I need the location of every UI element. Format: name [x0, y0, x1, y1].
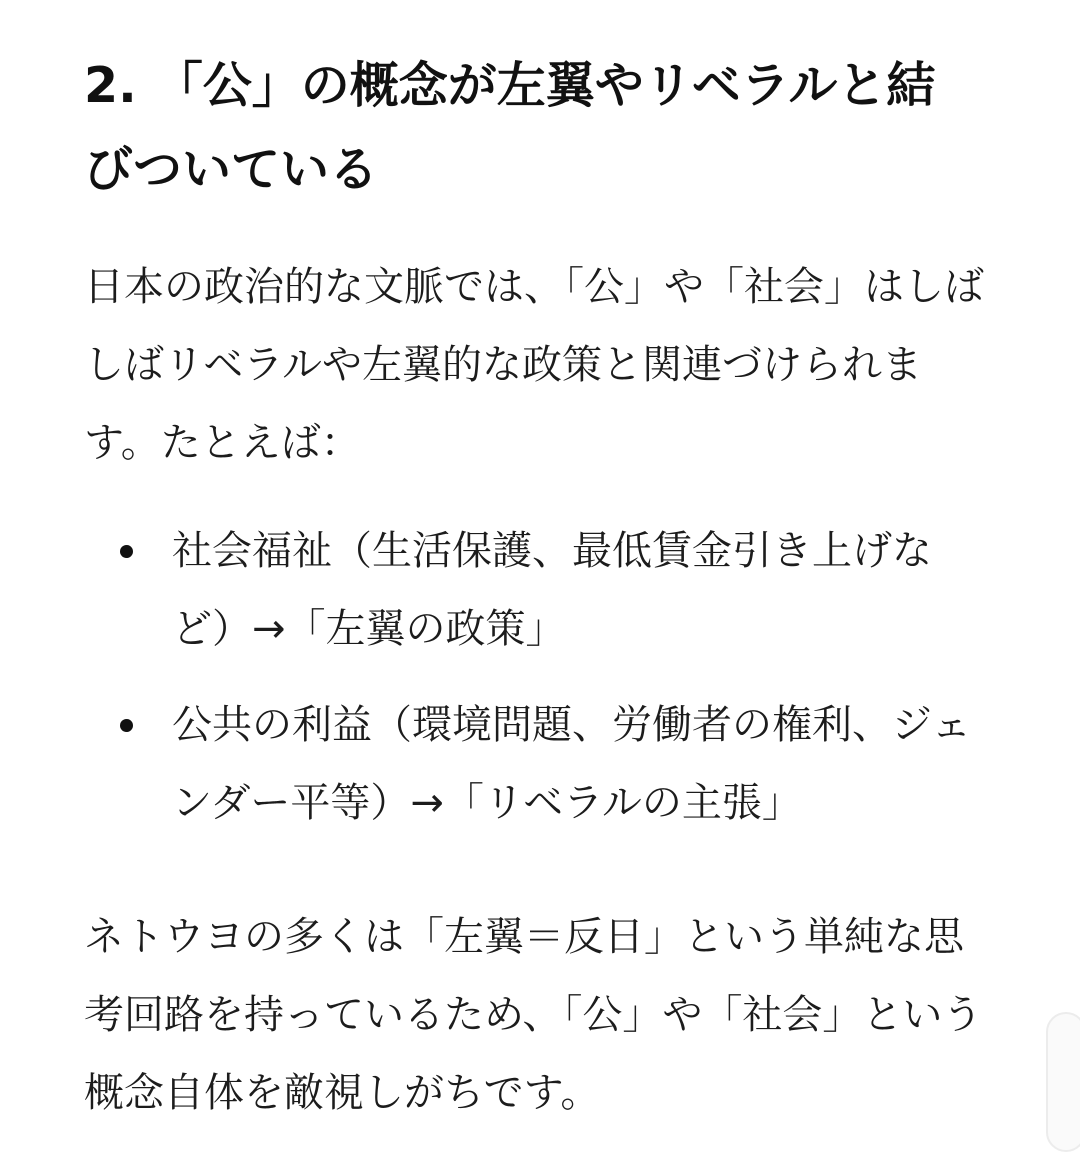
bullet-list — [84, 512, 984, 842]
list-item — [84, 512, 984, 668]
list-item-text: 社会福祉（生活保護、最低賃金引き上げなど）→「左翼の政策」 — [172, 528, 932, 652]
conclusion-paragraph: ネトウヨの多くは「左翼＝反日」という単純な思考回路を持っているため、「公」や「社会」という概念自体を敵視しがちです。 — [84, 914, 983, 1116]
bullet-icon — [120, 719, 133, 732]
list-item — [84, 686, 984, 842]
section-heading: 2. 「公」の概念が左翼やリベラルと結びついている — [84, 57, 936, 198]
list-item-text: 公共の利益（環境問題、労働者の権利、ジェンダー平等）→「リベラルの主張」 — [172, 702, 972, 826]
article-body — [84, 44, 984, 1132]
intro-paragraph: 日本の政治的な文脈では、「公」や「社会」はしばしばリベラルや左翼的な政策と関連づけられます。たとえば： — [84, 264, 984, 466]
bullet-icon — [120, 545, 133, 558]
scroll-handle[interactable] — [1046, 1012, 1080, 1152]
